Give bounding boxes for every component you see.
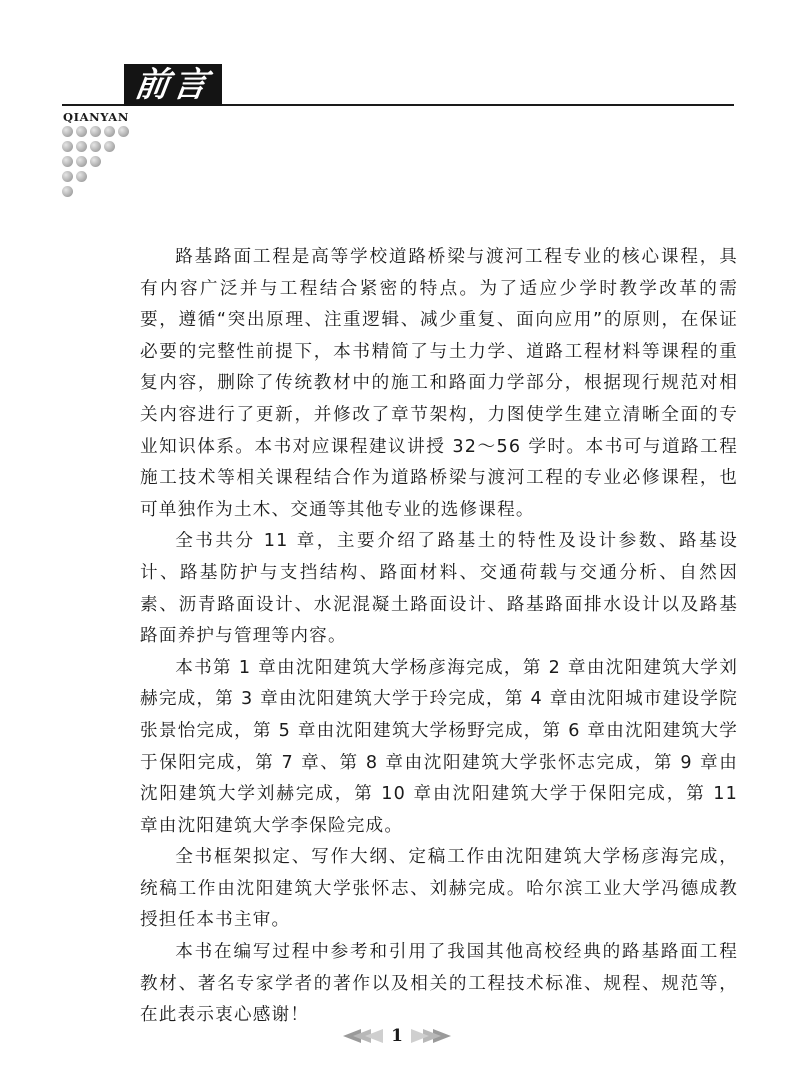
dot xyxy=(90,141,101,152)
dot xyxy=(62,141,73,152)
dot xyxy=(76,156,87,167)
dot xyxy=(104,141,115,152)
dot-row xyxy=(62,186,129,197)
paragraph: 路基路面工程是高等学校道路桥梁与渡河工程专业的核心课程，具有内容广泛并与工程结合紧密的特点。为了适应少学时教学改革的需要，遵循“突出原理、注重逻辑、减少重复、面向应用”的原则，在保证必要的完整性前提下，本书精简了与土力学、道路工程材料等课程的重复内容，删除了传统教材中的施工和路面力学部分，根据现行规范对相关内容进行了更新，并修改了章节架构，力图使学生建立清晰全面的专业知识体系。本书对应课程建议讲授 32～56 学时。本书可与道路工程施工技术等相关课程结合作为道路桥梁与渡河工程的专业必修课程，也可单独作为土木、交通等其他专业的选修课程。 xyxy=(140,247,738,520)
paragraph: 全书共分 11 章，主要介绍了路基土的特性及设计参数、路基设计、路基防护与支挡结构、路面材料、交通荷载与交通分析、自然因素、沥青路面设计、水泥混凝土路面设计、路基路面排水设计以及路基路面养护与管理等内容。 xyxy=(140,531,738,647)
dot-row xyxy=(62,156,129,167)
chapter-title-block xyxy=(124,64,222,106)
dot xyxy=(62,126,73,137)
dot xyxy=(118,126,129,137)
left-arrow-icon xyxy=(343,1028,385,1044)
dot xyxy=(76,126,87,137)
paragraph: 本书第 1 章由沈阳建筑大学杨彦海完成，第 2 章由沈阳建筑大学刘赫完成，第 3 章由沈阳建筑大学于玲完成，第 4 章由沈阳城市建设学院张景怡完成，第 5 章由沈阳建筑大学杨野完成，第 6 章由沈阳建筑大学于保阳完成，第 7 章、第 8 章由沈阳建筑大学张怀志完成，第 9 章由沈阳建筑大学刘赫完成，第 10 章由沈阳建筑大学于保阳完成，第 11 章由沈阳建筑大学李保险完成。 xyxy=(140,657,738,836)
dot xyxy=(104,126,115,137)
paragraph: 全书框架拟定、写作大纲、定稿工作由沈阳建筑大学杨彦海完成，统稿工作由沈阳建筑大学张怀志、刘赫完成。哈尔滨工业大学冯德成教授担任本书主审。 xyxy=(140,847,738,931)
page-number: 1 xyxy=(391,1026,403,1046)
right-arrow-icon xyxy=(409,1028,451,1044)
dot-row xyxy=(62,171,129,182)
page-footer xyxy=(336,1024,458,1048)
decorative-dots xyxy=(62,126,129,201)
dot xyxy=(90,156,101,167)
dot xyxy=(90,126,101,137)
dot-row xyxy=(62,126,129,137)
preface-body xyxy=(140,242,738,1032)
dot-row xyxy=(62,141,129,152)
dot xyxy=(62,156,73,167)
dot xyxy=(76,171,87,182)
chapter-title: 前言 xyxy=(132,65,214,105)
dot xyxy=(62,171,73,182)
chapter-title-pinyin: QIANYAN xyxy=(63,110,129,124)
paragraph: 本书在编写过程中参考和引用了我国其他高校经典的路基路面工程教材、著名专家学者的著作以及相关的工程技术标准、规程、规范等，在此表示衷心感谢！ xyxy=(140,942,738,1026)
dot xyxy=(62,186,73,197)
dot xyxy=(76,141,87,152)
